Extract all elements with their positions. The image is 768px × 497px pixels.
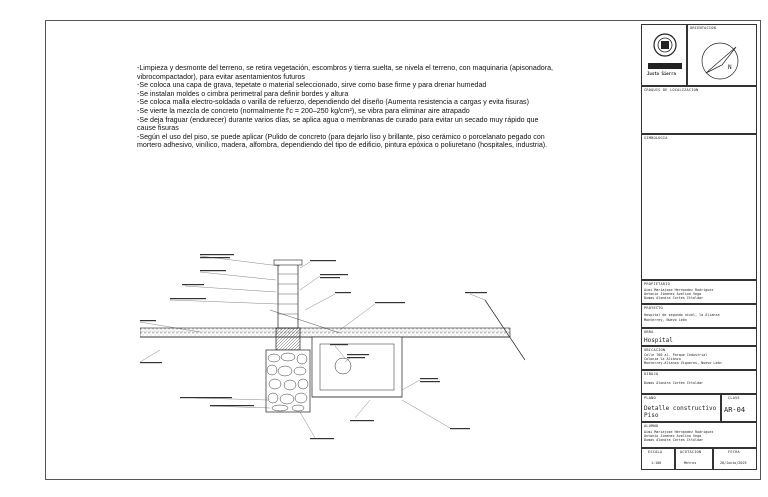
work-value: Hospital (644, 337, 673, 344)
symbology-cell (641, 134, 757, 280)
construction-notes (137, 64, 555, 150)
university-seal-icon (642, 25, 687, 86)
drawing-cell (641, 370, 757, 394)
location-line-1: Calle 700 al. Parque Industrial (644, 353, 708, 357)
location-line-2: Colonia la Alianza (644, 357, 681, 361)
key-cell (721, 394, 757, 422)
work-label: OBRA (644, 330, 654, 334)
key-value: AR-04 (724, 406, 746, 414)
student-cell (641, 422, 757, 448)
scale-label: ESCALA (648, 450, 663, 454)
symbology-label: SIMBOLOGIA (644, 136, 668, 140)
owner-label: PROPIETARIO (644, 282, 670, 286)
project-line-2: Monterrey, Nuevo León (644, 318, 687, 322)
project-cell (641, 304, 757, 328)
plan-value-2: Piso (644, 412, 659, 419)
scale-value: 1:100 (651, 461, 662, 465)
plan-value-1: Detalle constructivo (644, 405, 717, 412)
dimension-cell (675, 448, 713, 470)
dimension-value: Metros (684, 461, 697, 465)
student-line-3: Dumas Alondra Cortes Ittoldar (644, 438, 704, 442)
plan-label: PLANO (644, 396, 656, 400)
owner-cell (641, 280, 757, 304)
note-4: -Se coloca malla electro-soldada o varilla de refuerzo, dependiendo del diseño (Aumenta resistencia a cargas y evita fisuras) (137, 98, 529, 107)
student-label: ALUMNO (644, 424, 659, 428)
key-label: CLAVE (728, 396, 740, 400)
owner-line-2: Antonio Jimenez Avelino Vega (644, 292, 702, 296)
note-3: -Se instalan moldes o cimbra perimetral para definir bordes y altura (137, 89, 349, 98)
plan-cell (641, 394, 721, 422)
owner-line-3: Dumas Alondra Cortes Ittoldar (644, 296, 704, 300)
logo-cell (641, 24, 687, 86)
drawing-label: DIBUJO (644, 372, 659, 376)
title-block (641, 24, 757, 476)
location-sketch-cell (641, 86, 757, 134)
scale-cell (641, 448, 675, 470)
note-1: -Limpieza y desmonte del terreno, se retira vegetación, escombros y tierra suelta, se nivela el terreno, con maquinaria (apisonadora, vibrocompactador), para evitar asentamientos futuros (137, 64, 553, 81)
date-cell (713, 448, 757, 470)
note-2: -Se coloca una capa de grava, tepetate o material seleccionado, sirve como base firme y para drenar humedad (137, 81, 487, 90)
logo-text: Justo Sierra (647, 71, 676, 76)
location-sketch-label: CROQUIS DE LOCALIZACION (644, 88, 699, 92)
orientation-label: ORIENTACION (690, 26, 716, 30)
note-6: -Se deja fraguar (endurecer) durante varios días, se aplica agua o membranas de curado para evitar un secado muy rápido que cause fisuras (137, 115, 539, 133)
north-arrow-icon (688, 25, 757, 86)
orientation-cell (687, 24, 757, 86)
student-line-2: Antonio Jimenez Avelino Vega (644, 434, 702, 438)
note-5: -Se vierte la mezcla de concreto (normalmente f'c = 200–250 kg/cm²), se vibra para eliminar aire atrapado (137, 106, 470, 115)
location-line-3: Monterrey-Alianza Vigueros, Nuevo León (644, 361, 722, 365)
date-label: FECHA (728, 450, 740, 454)
drawing-value: Dumas Alondra Cortes Ittoldar (644, 381, 704, 385)
owner-line-1: Aimi Mariajose Hernandez Rodriguez (644, 288, 714, 292)
project-line-1: Hospital de segundo nivel, la Alianza (644, 313, 720, 317)
note-7: -Según el uso del piso, se puede aplicar (Pulido de concreto (para dejarlo liso y brillante, piso cerámico o porcelanato pegado con mortero adhesivo, vinílico, madera, alfombra, dependiendo del tipo de edificio, pintura epóxica o poliuretano (hospitales, industria). (137, 132, 548, 150)
location-cell (641, 346, 757, 370)
project-label: PROYECTO (644, 306, 663, 310)
date-value: 28/Junio/2025 (720, 461, 747, 465)
work-cell (641, 328, 757, 346)
student-line-1: Aimi Mariajose Hernandez Rodriguez (644, 430, 714, 434)
location-label: UBICACION (644, 348, 666, 352)
dimension-label: ACOTACION (680, 450, 702, 454)
svg-text:N: N (728, 64, 732, 71)
floor-detail-drawing (140, 240, 560, 450)
